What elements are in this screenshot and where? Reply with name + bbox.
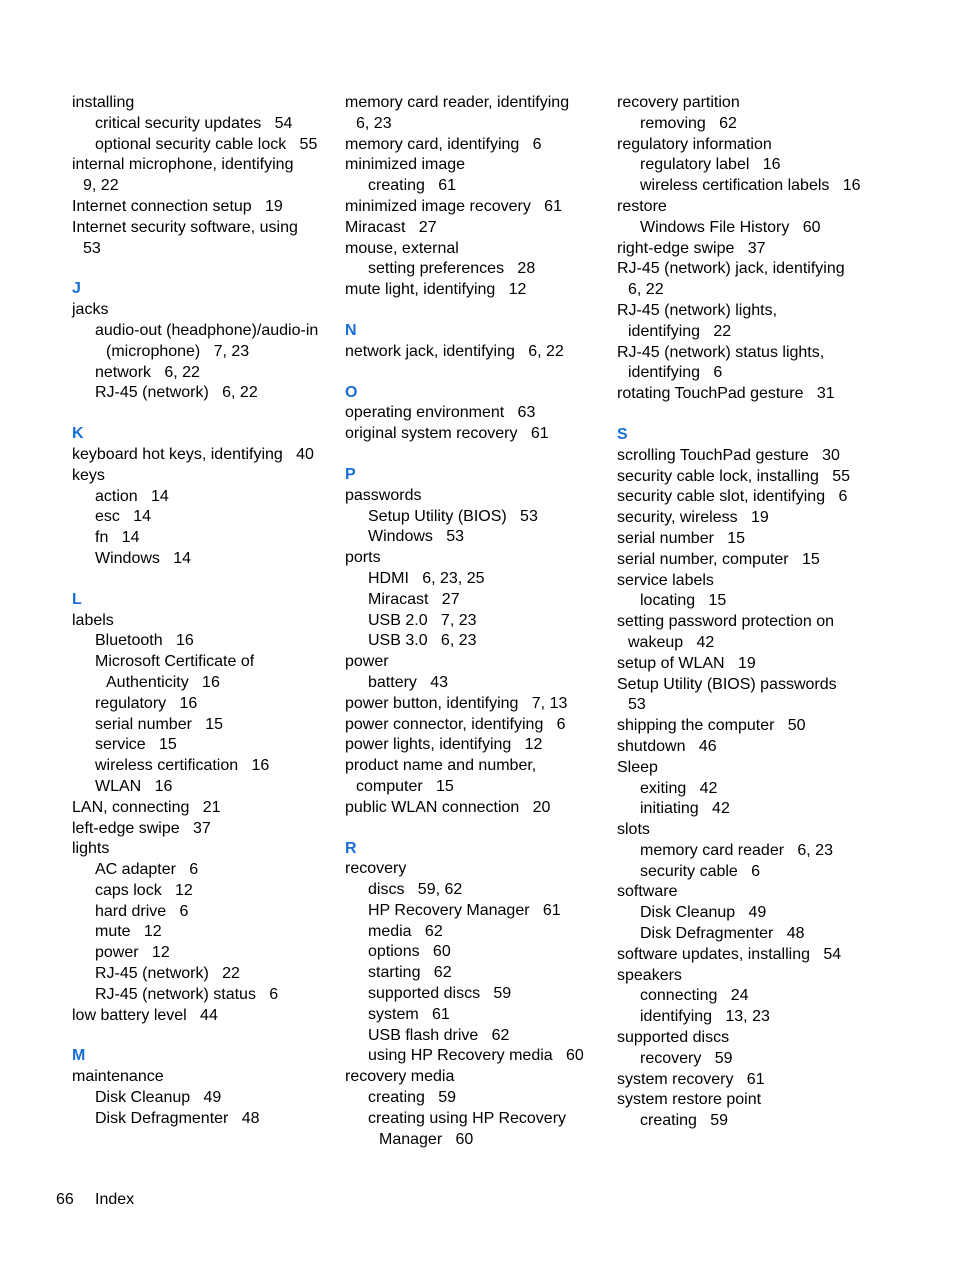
index-entry: recovery partition (617, 94, 740, 111)
index-subentry: RJ-45 (network) 22 (95, 965, 240, 983)
index-entry: public WLAN connection 20 (345, 798, 551, 816)
index-subentry: recovery 59 (640, 1049, 733, 1067)
index-entry: security, wireless 19 (617, 509, 769, 527)
index-letter-heading: N (345, 321, 357, 339)
index-letter-heading: S (617, 425, 628, 443)
index-subentry: WLAN 16 (95, 777, 173, 795)
index-letter-heading: L (72, 590, 82, 608)
index-subentry: media 62 (368, 922, 443, 940)
index-entry: power button, identifying 7, 13 (345, 694, 568, 712)
index-entry: memory card reader, identifying (345, 94, 570, 111)
index-letter-heading: R (345, 839, 357, 857)
index-subentry: optional security cable lock 55 (95, 135, 318, 153)
index-subentry: creating 61 (368, 177, 457, 195)
index-entry: RJ-45 (network) jack, identifying (617, 260, 845, 278)
index-entry: scrolling TouchPad gesture 30 (617, 446, 840, 464)
index-entry: left-edge swipe 37 (72, 819, 211, 837)
index-entry: Sleep (617, 758, 658, 776)
index-entry: rotating TouchPad gesture 31 (617, 385, 835, 403)
index-entry: Internet security software, using (72, 218, 298, 236)
index-subentry: audio-out (headphone)/audio-in (95, 321, 319, 339)
index-subentry: system 61 (368, 1005, 450, 1023)
index-subentry: wireless certification labels 16 (640, 177, 861, 195)
index-entry: operating environment 63 (345, 404, 536, 422)
index-entry: power lights, identifying 12 (345, 736, 543, 754)
index-entry: minimized image recovery 61 (345, 197, 562, 215)
index-entry: Internet connection setup 19 (72, 197, 283, 215)
index-subentry: Windows 14 (95, 549, 192, 567)
index-subentry: connecting 24 (640, 987, 749, 1005)
index-subentry: Windows File History 60 (640, 218, 821, 236)
index-entry: installing (72, 94, 135, 111)
index-entry: 53 (83, 239, 101, 257)
index-entry: setting password protection on (617, 613, 835, 631)
index-entry: Miracast 27 (345, 218, 437, 236)
index-entry: security cable slot, identifying 6 (617, 488, 848, 506)
index-subentry: security cable 6 (640, 862, 761, 880)
index-entry: 53 (628, 696, 646, 714)
index-subentry: serial number 15 (95, 715, 224, 733)
index-entry: identifying 6 (628, 364, 723, 382)
index-subentry: creating using HP Recovery (368, 1109, 567, 1127)
index-entry: keys (72, 466, 105, 484)
index-entry: 6, 22 (628, 281, 664, 299)
index-subentry: locating 15 (640, 592, 727, 610)
index-entry: 9, 22 (83, 177, 119, 195)
index-entry: jacks (72, 301, 109, 319)
index-subentry: creating 59 (368, 1089, 457, 1107)
index-entry: regulatory information (617, 135, 772, 153)
index-entry: identifying 22 (628, 322, 732, 340)
index-entry: maintenance (72, 1068, 164, 1086)
index-entry: serial number 15 (617, 529, 746, 547)
index-entry: minimized image (345, 156, 466, 174)
index-subentry: Bluetooth 16 (95, 632, 194, 650)
index-subentry: RJ-45 (network) 6, 22 (95, 384, 258, 402)
index-entry: service labels (617, 571, 714, 589)
index-entry: security cable lock, installing 55 (617, 467, 850, 485)
index-entry: original system recovery 61 (345, 425, 549, 443)
index-entry: slots (617, 821, 650, 839)
index-letter-heading: P (345, 465, 356, 483)
index-subentry: Disk Defragmenter 48 (640, 925, 805, 943)
index-subentry: Disk Defragmenter 48 (95, 1109, 260, 1127)
index-entry: low battery level 44 (72, 1006, 218, 1024)
index-entry: shipping the computer 50 (617, 717, 806, 735)
index-subentry: creating 59 (640, 1112, 729, 1130)
index-subentry: USB 2.0 7, 23 (368, 611, 477, 629)
index-subentry: esc 14 (95, 508, 152, 526)
index-entry: serial number, computer 15 (617, 550, 820, 568)
index-entry: lights (72, 840, 110, 858)
index-subentry: starting 62 (368, 964, 452, 982)
index-entry: computer 15 (356, 777, 454, 795)
index-entry: internal microphone, identifying (72, 156, 294, 174)
index-subentry: action 14 (95, 487, 169, 505)
index-entry: software updates, installing 54 (617, 945, 842, 963)
index-subentry: Microsoft Certificate of (95, 653, 255, 671)
index-subentry: AC adapter 6 (95, 861, 199, 879)
index-subentry: RJ-45 (network) status 6 (95, 985, 279, 1003)
index-subentry: power 12 (95, 944, 170, 962)
index-entry: 6, 23 (356, 114, 392, 132)
index-subentry: HP Recovery Manager 61 (368, 901, 561, 919)
index-entry: keyboard hot keys, identifying 40 (72, 445, 314, 463)
index-subentry: fn 14 (95, 529, 140, 547)
index-subentry: discs 59, 62 (368, 881, 463, 899)
index-subentry: caps lock 12 (95, 881, 193, 899)
index-entry: product name and number, (345, 757, 537, 775)
index-entry: RJ-45 (network) status lights, (617, 343, 825, 361)
index-column-3 (617, 93, 885, 1132)
index-subentry: HDMI 6, 23, 25 (368, 569, 485, 587)
index-entry: RJ-45 (network) lights, (617, 301, 778, 319)
index-subentry: regulatory label 16 (640, 156, 781, 174)
index-entry: power (345, 653, 389, 671)
index-subentry: memory card reader 6, 23 (640, 841, 833, 859)
index-entry: mouse, external (345, 239, 459, 257)
index-subentry: initiating 42 (640, 800, 730, 818)
index-entry: LAN, connecting 21 (72, 798, 221, 816)
index-entry: restore (617, 197, 667, 215)
index-subentry: hard drive 6 (95, 902, 189, 920)
index-subentry: mute 12 (95, 923, 162, 941)
index-subentry: setting preferences 28 (368, 260, 536, 278)
index-subentry: regulatory 16 (95, 694, 198, 712)
index-letter-heading: K (72, 425, 84, 443)
index-subentry: USB 3.0 6, 23 (368, 632, 477, 650)
index-subentry: battery 43 (368, 673, 449, 691)
index-subentry: critical security updates 54 (95, 114, 293, 132)
index-entry: wakeup 42 (628, 633, 715, 651)
index-entry: right-edge swipe 37 (617, 239, 766, 257)
section-name: Index (95, 1191, 135, 1208)
page-footer (56, 1190, 134, 1210)
index-subentry: exiting 42 (640, 779, 718, 797)
index-column-1 (72, 93, 340, 1130)
index-subentry: using HP Recovery media 60 (368, 1047, 584, 1065)
index-subentry: Setup Utility (BIOS) 53 (368, 507, 538, 525)
index-subentry: options 60 (368, 943, 451, 961)
index-subentry: service 15 (95, 736, 177, 754)
index-entry: labels (72, 611, 114, 629)
index-column-2 (345, 93, 613, 1150)
index-subentry: (microphone) 7, 23 (106, 342, 250, 360)
index-subentry: Disk Cleanup 49 (640, 904, 767, 922)
index-entry: software (617, 883, 678, 901)
index-subentry: wireless certification 16 (95, 757, 270, 775)
index-entry: Setup Utility (BIOS) passwords (617, 675, 837, 693)
index-subentry: Manager 60 (379, 1130, 474, 1148)
index-letter-heading: M (72, 1047, 86, 1065)
index-entry: recovery media (345, 1068, 455, 1086)
index-entry: setup of WLAN 19 (617, 654, 756, 672)
index-letter-heading: J (72, 280, 81, 298)
index-entry: shutdown 46 (617, 737, 717, 755)
index-subentry: identifying 13, 23 (640, 1008, 770, 1026)
index-subentry: removing 62 (640, 114, 737, 132)
index-entry: mute light, identifying 12 (345, 281, 527, 299)
index-entry: network jack, identifying 6, 22 (345, 342, 564, 360)
index-letter-heading: O (345, 383, 358, 401)
index-entry: system recovery 61 (617, 1070, 765, 1088)
index-entry: ports (345, 549, 381, 567)
index-subentry: USB flash drive 62 (368, 1026, 510, 1044)
index-entry: supported discs (617, 1029, 730, 1047)
index-entry: passwords (345, 486, 422, 504)
index-subentry: Authenticity 16 (106, 673, 220, 691)
page-number: 66 (56, 1191, 74, 1208)
index-subentry: Miracast 27 (368, 590, 460, 608)
index-entry: memory card, identifying 6 (345, 135, 542, 153)
index-entry: speakers (617, 966, 682, 984)
index-entry: recovery (345, 860, 407, 878)
index-subentry: supported discs 59 (368, 985, 512, 1003)
index-subentry: network 6, 22 (95, 363, 200, 381)
index-subentry: Windows 53 (368, 528, 465, 546)
index-subentry: Disk Cleanup 49 (95, 1089, 222, 1107)
index-entry: power connector, identifying 6 (345, 715, 566, 733)
index-entry: system restore point (617, 1091, 762, 1109)
